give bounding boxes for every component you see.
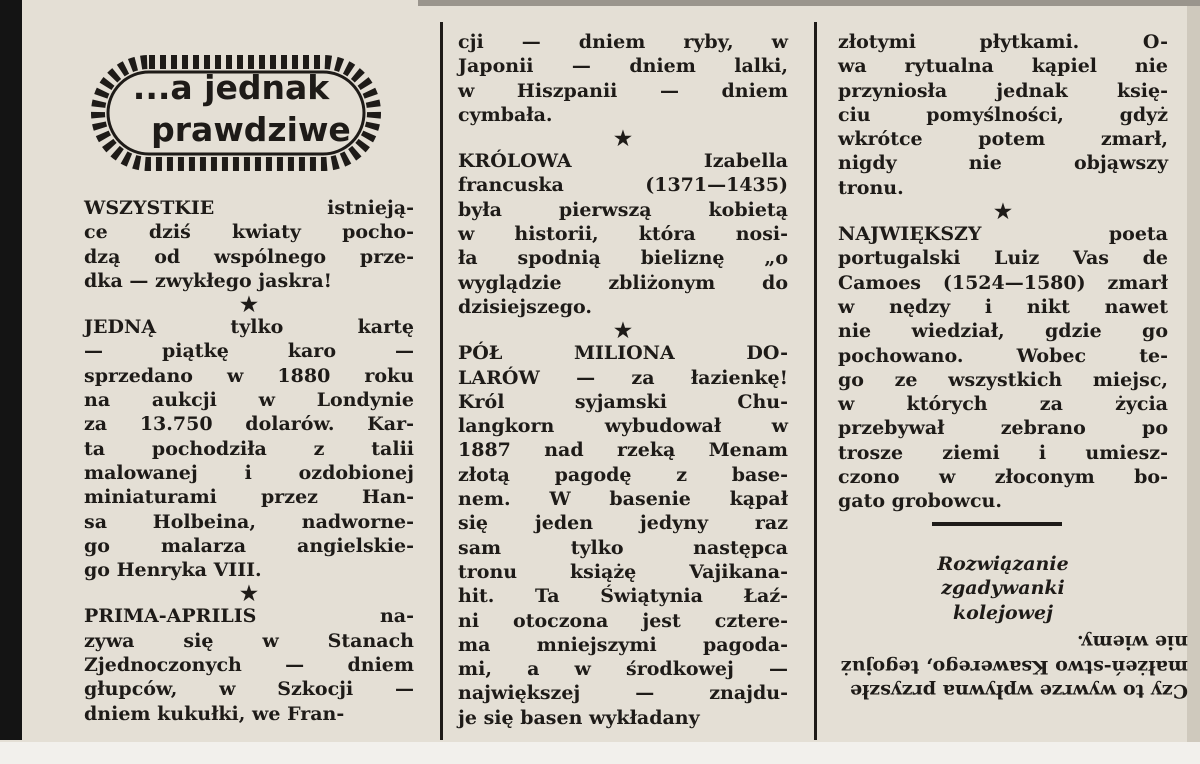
text-line: go ze wszystkich miejsc, bbox=[838, 368, 1168, 391]
paragraph-najwiekszy bbox=[838, 222, 1168, 514]
column-logo bbox=[86, 48, 386, 178]
text-line: francuska (1371—1435) bbox=[458, 174, 788, 197]
text-line: malowanej i ozdobionej bbox=[84, 461, 414, 484]
top-border bbox=[418, 0, 1200, 6]
text-line: zywa się w Stanach bbox=[84, 629, 414, 652]
text-line: gato grobowcu. bbox=[838, 490, 1002, 513]
separator-star-icon: ★ bbox=[614, 126, 632, 151]
text-line: złotą pagodę z base- bbox=[458, 463, 788, 486]
paragraph-pol-miliona bbox=[458, 341, 788, 730]
text-line: się jeden jedyny raz bbox=[458, 512, 788, 535]
text-line: na aukcji w Londynie bbox=[84, 389, 414, 412]
text-line: głupców, w Szkocji — bbox=[84, 678, 414, 701]
text-line: ta pochodziła z talii bbox=[84, 437, 414, 460]
answer-heading bbox=[838, 552, 1168, 625]
column-1 bbox=[84, 196, 414, 726]
text-line: 1887 nad rzeką Menam bbox=[458, 439, 788, 462]
text-line: tronu. bbox=[838, 176, 904, 199]
text-line: Zjednoczonych — dniem bbox=[84, 654, 414, 677]
text-line: wkrótce potem zmarł, bbox=[838, 128, 1168, 151]
paragraph-prima-aprilis bbox=[84, 604, 414, 725]
text-line: nem. W basenie kąpał bbox=[458, 488, 788, 511]
text-line: nigdy nie objąwszy bbox=[838, 152, 1168, 175]
text-line: złotymi płytkami. O- bbox=[838, 31, 1168, 53]
paragraph-krolowa bbox=[458, 149, 788, 319]
text-line: cji — dniem ryby, w bbox=[458, 31, 788, 53]
text-line: w nędzy i nikt nawet bbox=[838, 295, 1168, 318]
logo-line-1: ...a jednak bbox=[132, 68, 330, 107]
text-line: przebywał zebrano po bbox=[838, 417, 1168, 440]
column-rule-1 bbox=[440, 22, 443, 740]
paragraph-continuation bbox=[838, 30, 1168, 200]
text-line: trosze ziemi i umiesz- bbox=[838, 441, 1168, 464]
text-line: dniem kukułki, we Fran- bbox=[84, 702, 345, 725]
text-line: hit. Ta Świątynia Łaź- bbox=[458, 585, 788, 608]
text-line: WSZYSTKIE istnieją- bbox=[84, 197, 414, 219]
answer-heading-line: Rozwiązanie bbox=[937, 553, 1069, 575]
text-line: NAJWIĘKSZY poeta bbox=[838, 223, 1168, 246]
text-line: dka — zwykłego jaskra! bbox=[84, 269, 333, 292]
text-line: ni otoczona jest cztere- bbox=[458, 609, 788, 632]
text-line: ce dziś kwiaty pocho- bbox=[84, 221, 414, 244]
text-line: — piątkę karo — bbox=[84, 340, 414, 363]
text-line: sam tylko następca bbox=[458, 536, 788, 559]
text-line: cymbała. bbox=[458, 103, 553, 126]
text-line: tronu książę Vajikana- bbox=[458, 560, 788, 583]
text-line: go Henryka VIII. bbox=[84, 559, 262, 582]
text-line: Japonii — dniem lalki, bbox=[458, 55, 788, 78]
text-line: je się basen wykładany bbox=[458, 706, 700, 729]
text-line: była pierwszą kobietą bbox=[458, 198, 788, 221]
text-line: największej — znajdu- bbox=[458, 682, 788, 705]
scan-edge-left bbox=[0, 0, 22, 740]
text-line: ciu pomyślności, gdyż bbox=[838, 103, 1168, 126]
answer-heading-line: kolejowej bbox=[952, 601, 1053, 624]
text-line: w Hiszpanii — dniem bbox=[458, 79, 788, 102]
logo-text bbox=[86, 48, 386, 178]
paragraph-jedna bbox=[84, 315, 414, 582]
column-2 bbox=[458, 30, 788, 730]
text-line: wyglądzie zbliżonym do bbox=[458, 271, 788, 294]
separator-star-icon: ★ bbox=[614, 318, 632, 343]
upside-down-line: stwo Ksawerego, tego bbox=[872, 655, 1104, 678]
text-line: langkorn wybudował w bbox=[458, 415, 788, 438]
paragraph-wszystkie bbox=[84, 196, 414, 293]
text-line: LARÓW — za łazienkę! bbox=[458, 366, 788, 389]
separator-star-icon: ★ bbox=[240, 292, 258, 317]
text-line: w historii, która nosi- bbox=[458, 223, 788, 246]
text-line: go malarza angielskie- bbox=[84, 534, 414, 557]
separator-star-icon: ★ bbox=[240, 581, 258, 606]
text-line: miniaturami przez Han- bbox=[84, 486, 414, 509]
text-line: sa Holbeina, nadworne- bbox=[84, 510, 414, 533]
text-line: JEDNĄ tylko kartę bbox=[84, 316, 414, 339]
logo-line-2: prawdziwe bbox=[151, 110, 351, 149]
paragraph-continuation bbox=[458, 30, 788, 127]
text-line: KRÓLOWA Izabella bbox=[458, 150, 788, 173]
text-line: ła spodnią bieliznę „o bbox=[458, 247, 788, 270]
separator-star-icon: ★ bbox=[994, 199, 1012, 224]
text-line: dzisiejszego. bbox=[458, 295, 592, 318]
text-line: portugalski Luiz Vas de bbox=[838, 247, 1168, 270]
upside-down-line: na przyszłe małżeń- bbox=[850, 655, 1188, 702]
text-line: czono w złoconym bo- bbox=[838, 466, 1168, 489]
text-line: pochowano. Wobec te- bbox=[838, 344, 1168, 367]
column-rule-2 bbox=[814, 22, 817, 740]
upside-down-line: już nie wiemy. bbox=[841, 631, 1188, 678]
text-line: dzą od wspólnego prze- bbox=[84, 245, 414, 268]
text-line: PÓŁ MILIONA DO- bbox=[458, 342, 788, 365]
upside-down-answer bbox=[832, 630, 1188, 703]
answer-heading-line: zgadywanki bbox=[941, 577, 1065, 600]
upside-down-line: Czy to wywrze wpływ bbox=[968, 679, 1188, 702]
text-line: sprzedano w 1880 roku bbox=[84, 364, 414, 387]
text-line: PRIMA-APRILIS na- bbox=[84, 605, 414, 628]
text-line: w których za życia bbox=[838, 393, 1168, 416]
text-line: nie wiedział, gdzie go bbox=[838, 320, 1168, 343]
scan-edge-right bbox=[1187, 0, 1200, 742]
column-3 bbox=[838, 30, 1168, 624]
text-line: Król syjamski Chu- bbox=[458, 390, 788, 413]
text-line: przyniosła jednak księ- bbox=[838, 79, 1168, 102]
text-line: mi, a w środkowej — bbox=[458, 658, 788, 681]
text-line: wa rytualna kąpiel nie bbox=[838, 55, 1168, 78]
text-line: ma mniejszymi pagoda- bbox=[458, 633, 788, 656]
short-divider bbox=[932, 522, 1062, 526]
scan-edge-bottom bbox=[0, 742, 1200, 764]
text-line: za 13.750 dolarów. Kar- bbox=[84, 413, 414, 436]
text-line: Camoes (1524—1580) zmarł bbox=[838, 271, 1168, 294]
